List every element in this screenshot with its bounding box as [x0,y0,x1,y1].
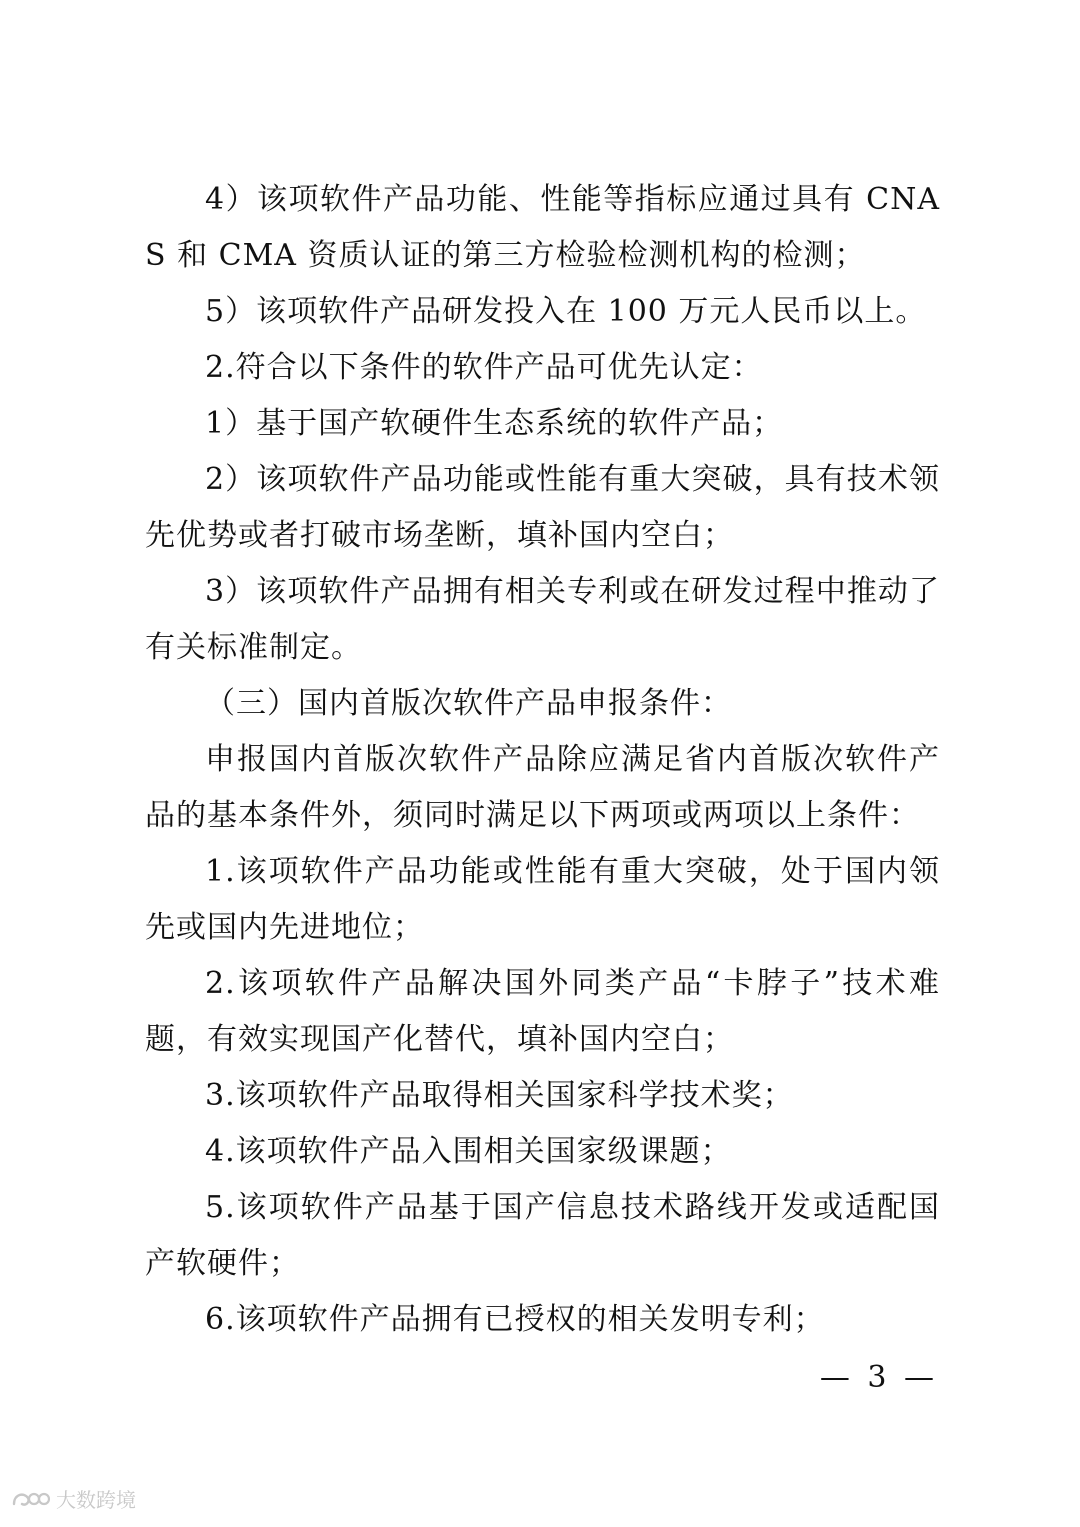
section-heading-national-first-edition: （三）国内首版次软件产品申报条件： [205,686,732,721]
watermark [10,1484,136,1513]
paragraph-major-breakthrough: 2）该项软件产品功能或性能有重大突破，具有技术领先优势或者打破市场垄断，填补国内空白； [145,462,940,553]
paragraph-condition-5: 5.该项软件产品基于国产信息技术路线开发或适配国产软硬件； [145,1190,940,1281]
paragraph-condition-3: 3.该项软件产品取得相关国家科学技术奖； [205,1078,794,1113]
page-number: — 3 — [819,1360,938,1395]
paragraph-domestic-ecosystem: 1）基于国产软硬件生态系统的软件产品； [205,406,784,441]
watermark-text: 大数跨境 [56,1488,136,1512]
paragraph-priority-conditions: 2.符合以下条件的软件产品可优先认定： [205,350,763,385]
document-body [145,172,940,1348]
brand-logo-icon [10,1488,50,1510]
paragraph-national-intro: 申报国内首版次软件产品除应满足省内首版次软件产品的基本条件外，须同时满足以下两项或两项以上条件： [145,742,940,833]
paragraph-cnas-cma-testing: 4）该项软件产品功能、性能等指标应通过具有 CNAS 和 CMA 资质认证的第三方检验检测机构的检测； [145,182,940,273]
paragraph-condition-1: 1.该项软件产品功能或性能有重大突破，处于国内领先或国内先进地位； [145,854,940,945]
paragraph-rd-investment: 5）该项软件产品研发投入在 100 万元人民币以上。 [205,294,927,329]
paragraph-condition-4: 4.该项软件产品入围相关国家级课题； [205,1134,732,1169]
paragraph-condition-2: 2.该项软件产品解决国外同类产品“卡脖子”技术难题，有效实现国产化替代，填补国内空白； [145,966,940,1057]
paragraph-condition-6: 6.该项软件产品拥有已授权的相关发明专利； [205,1302,825,1337]
paragraph-patents-standards: 3）该项软件产品拥有相关专利或在研发过程中推动了有关标准制定。 [145,574,940,665]
